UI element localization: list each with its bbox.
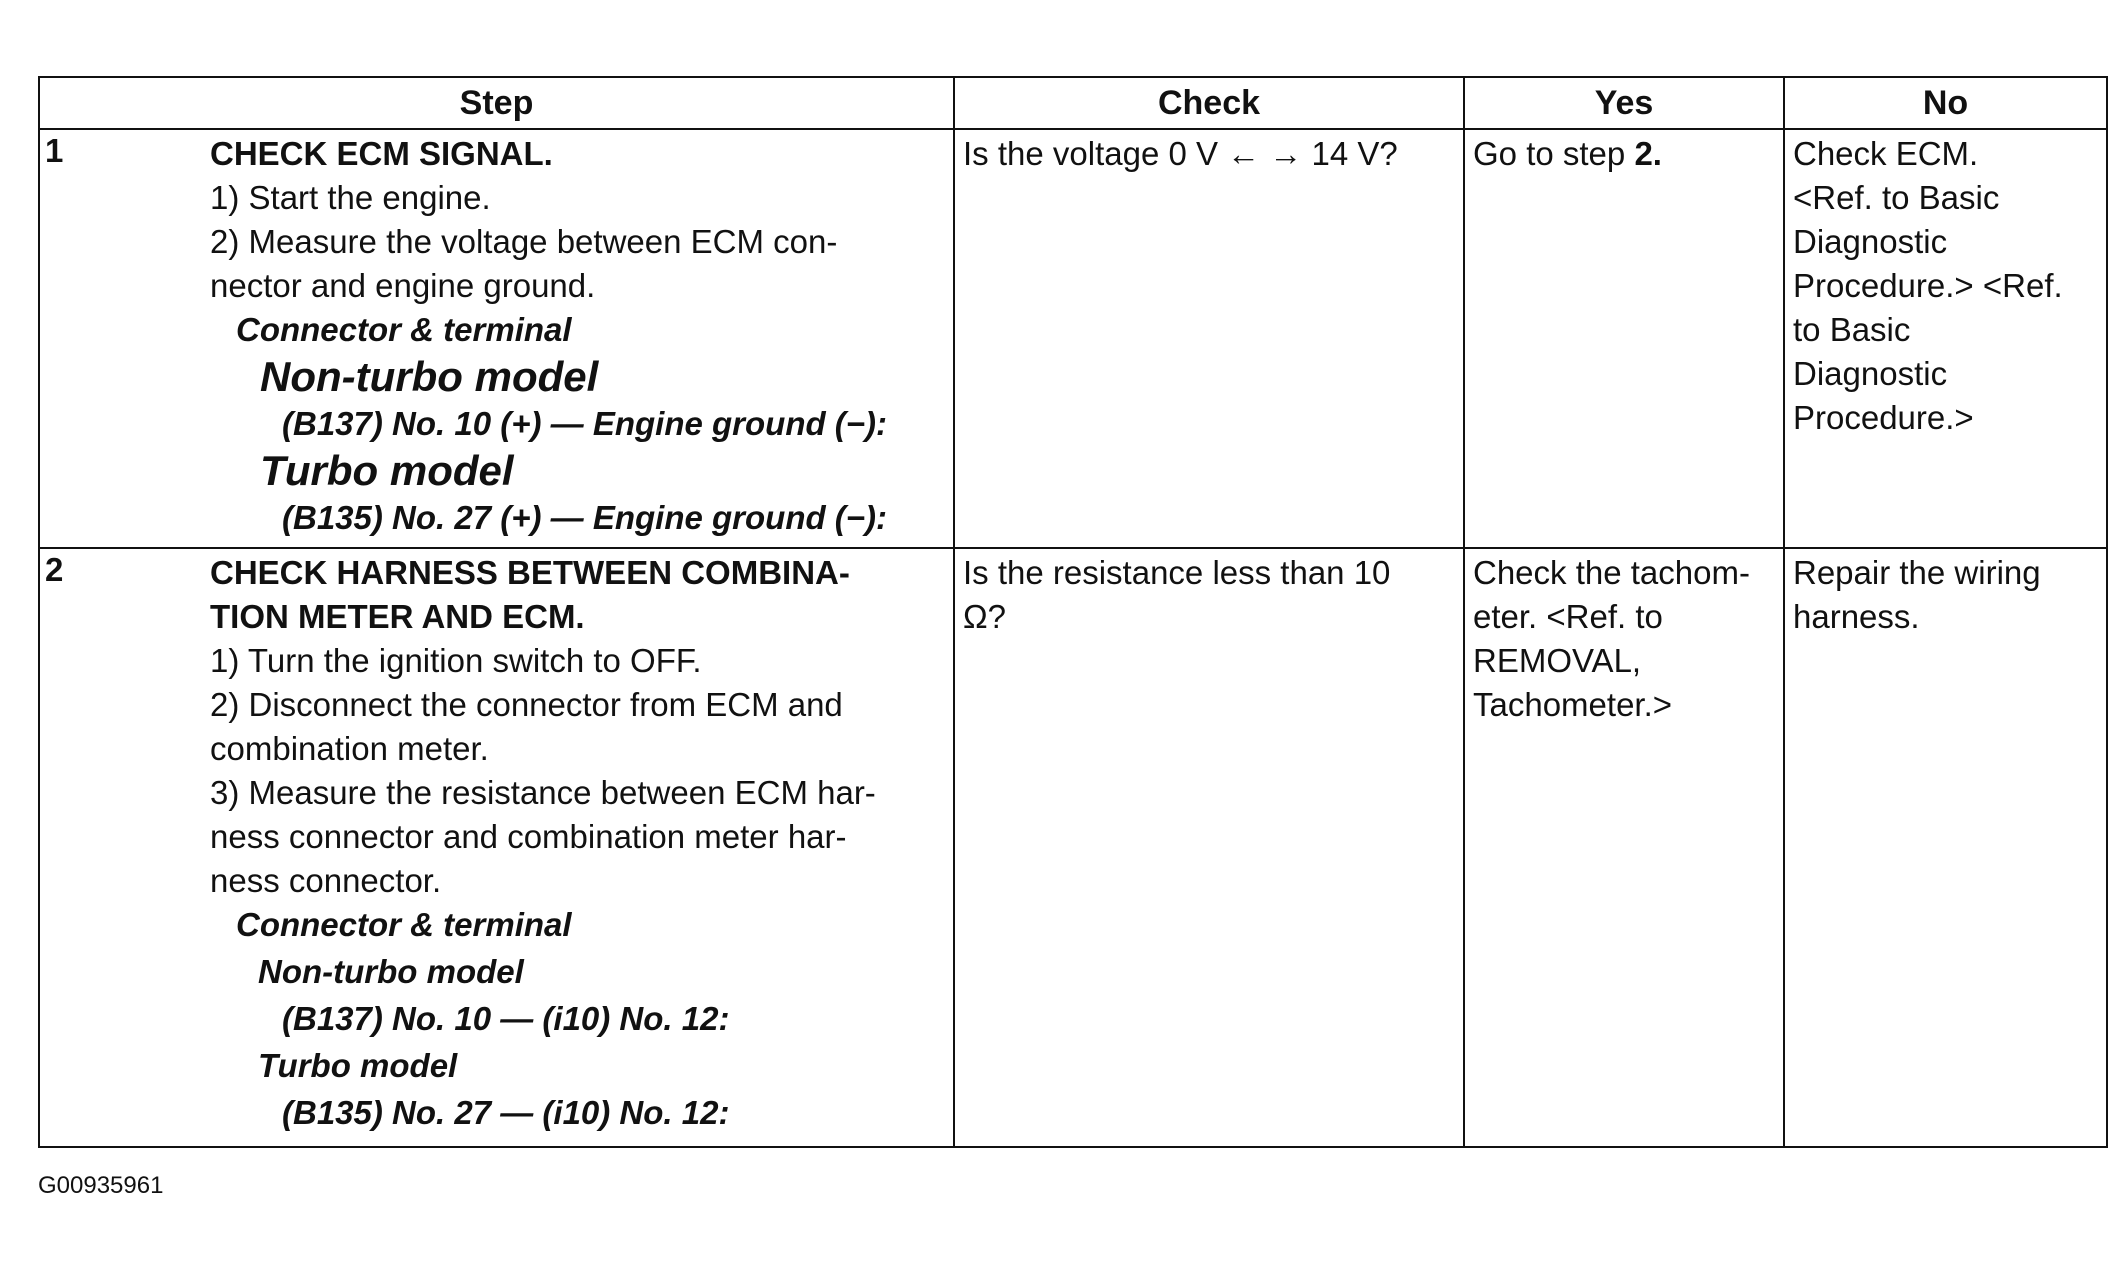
terminal-spec: (B135) No. 27 (+) — Engine ground (−): bbox=[282, 499, 888, 536]
step-cell bbox=[39, 548, 954, 1147]
check-cell bbox=[954, 548, 1464, 1147]
instruction-line: combination meter. bbox=[210, 730, 489, 767]
step-body bbox=[210, 549, 953, 1135]
model-label: Non-turbo model bbox=[260, 353, 599, 400]
step-title: CHECK ECM SIGNAL. bbox=[210, 135, 553, 172]
yes-cell bbox=[1464, 129, 1784, 548]
terminal-spec: (B137) No. 10 — (i10) No. 12: bbox=[282, 1000, 730, 1037]
yes-prefix: Go to step bbox=[1473, 135, 1635, 172]
table-row bbox=[39, 129, 2107, 548]
check-text: Is the resistance less than 10 Ω? bbox=[963, 554, 1391, 635]
table-row bbox=[39, 548, 2107, 1147]
instruction-line: 1) Start the engine. bbox=[210, 179, 491, 216]
check-cell bbox=[954, 129, 1464, 548]
no-cell bbox=[1784, 548, 2107, 1147]
header-step: Step bbox=[39, 77, 954, 129]
step-title: CHECK HARNESS BETWEEN COMBINA- bbox=[210, 554, 850, 591]
instruction-line: 3) Measure the resistance between ECM har- bbox=[210, 774, 876, 811]
model-label: Non-turbo model bbox=[258, 953, 524, 990]
model-label: Turbo model bbox=[258, 1047, 458, 1084]
instruction-line: ness connector. bbox=[210, 862, 442, 899]
step-body bbox=[210, 130, 953, 540]
connector-terminal-label: Connector & terminal bbox=[236, 906, 572, 943]
header-row bbox=[39, 77, 2107, 129]
yes-text: Check the tachom- eter. <Ref. to REMOVAL, Tachometer.> bbox=[1473, 554, 1750, 723]
step-number: 1 bbox=[45, 132, 64, 169]
model-label: Turbo model bbox=[260, 447, 514, 494]
diagnostic-table bbox=[38, 76, 2108, 1148]
connector-terminal-label: Connector & terminal bbox=[236, 311, 572, 348]
no-text: Check ECM. <Ref. to Basic Diagnostic Procedure.> <Ref. to Basic Diagnostic Procedure.> bbox=[1793, 135, 2063, 436]
header-yes: Yes bbox=[1464, 77, 1784, 129]
header-no: No bbox=[1784, 77, 2107, 129]
terminal-spec: (B135) No. 27 — (i10) No. 12: bbox=[282, 1094, 730, 1131]
figure-code: G00935961 bbox=[38, 1172, 164, 1199]
step-number: 2 bbox=[45, 551, 64, 588]
step-cell bbox=[39, 129, 954, 548]
terminal-spec: (B137) No. 10 (+) — Engine ground (−): bbox=[282, 405, 888, 442]
yes-cell bbox=[1464, 548, 1784, 1147]
step-title: TION METER AND ECM. bbox=[210, 598, 585, 635]
instruction-line: ness connector and combination meter har- bbox=[210, 818, 847, 855]
yes-step-ref: 2. bbox=[1634, 135, 1662, 172]
header-check: Check bbox=[954, 77, 1464, 129]
no-text: Repair the wiring harness. bbox=[1793, 554, 2041, 635]
instruction-line: nector and engine ground. bbox=[210, 267, 596, 304]
no-cell bbox=[1784, 129, 2107, 548]
instruction-line: 1) Turn the ignition switch to OFF. bbox=[210, 642, 702, 679]
instruction-line: 2) Measure the voltage between ECM con- bbox=[210, 223, 838, 260]
yes-text bbox=[1465, 130, 1783, 176]
check-text: Is the voltage 0 V ← → 14 V? bbox=[963, 135, 1398, 172]
instruction-line: 2) Disconnect the connector from ECM and bbox=[210, 686, 843, 723]
